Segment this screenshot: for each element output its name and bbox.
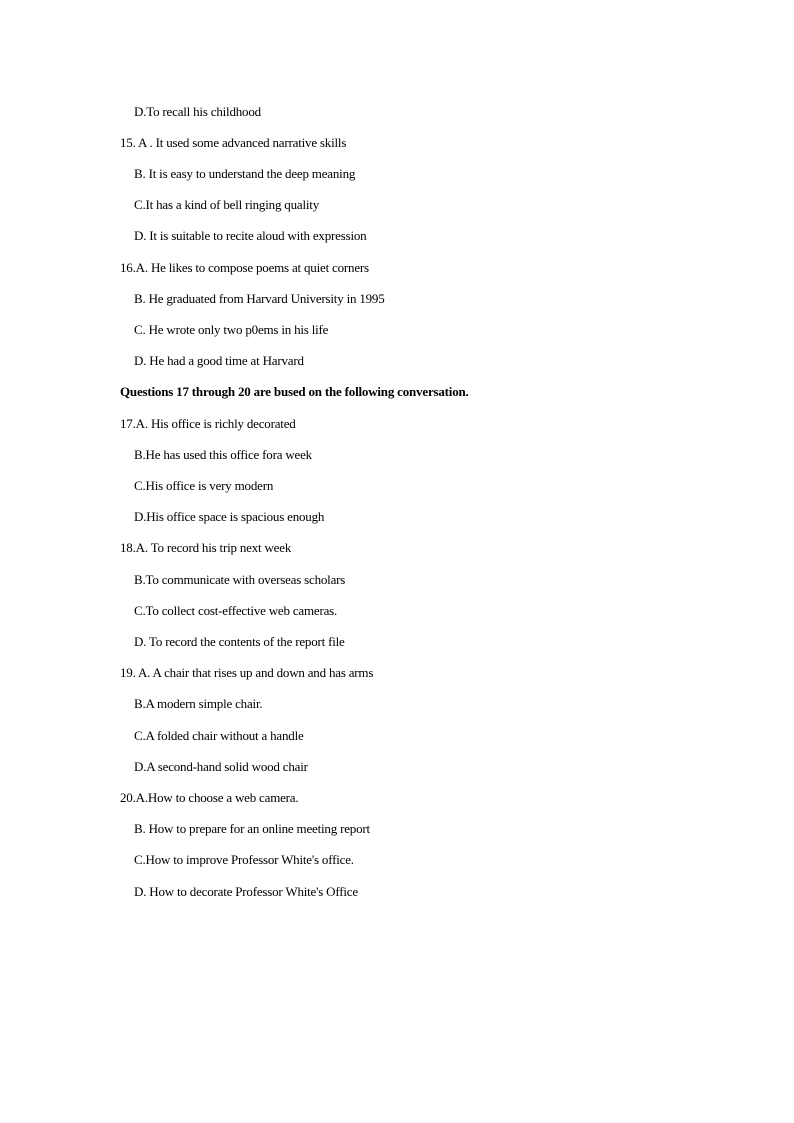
option-19-c: C.A folded chair without a handle xyxy=(134,728,304,743)
question-17-option-a: 17.A. His office is richly decorated xyxy=(120,416,296,431)
option-14-d: D.To recall his childhood xyxy=(134,104,261,119)
option-16-c: C. He wrote only two p0ems in his life xyxy=(134,322,329,337)
question-20-option-a: 20.A.How to choose a web camera. xyxy=(120,790,299,805)
option-20-b: B. How to prepare for an online meeting report xyxy=(134,821,370,836)
option-20-c: C.How to improve Professor White's office. xyxy=(134,852,354,867)
question-18-option-a: 18.A. To record his trip next week xyxy=(120,540,292,555)
option-15-d: D. It is suitable to recite aloud with expression xyxy=(134,228,367,243)
option-17-c: C.His office is very modern xyxy=(134,478,274,493)
option-16-d: D. He had a good time at Harvard xyxy=(134,353,304,368)
question-16-option-a: 16.A. He likes to compose poems at quiet corners xyxy=(120,260,369,275)
option-15-b: B. It is easy to understand the deep meaning xyxy=(134,166,356,181)
option-19-d: D.A second-hand solid wood chair xyxy=(134,759,308,774)
option-19-b: B.A modern simple chair. xyxy=(134,696,263,711)
option-16-b: B. He graduated from Harvard University in 1995 xyxy=(134,291,385,306)
option-20-d: D. How to decorate Professor White's Office xyxy=(134,884,358,899)
question-15-option-a: 15. A . It used some advanced narrative skills xyxy=(120,135,347,150)
option-18-d: D. To record the contents of the report file xyxy=(134,634,345,649)
question-19-option-a: 19. A. A chair that rises up and down and has arms xyxy=(120,665,374,680)
option-15-c: C.It has a kind of bell ringing quality xyxy=(134,197,320,212)
option-17-b: B.He has used this office fora week xyxy=(134,447,312,462)
option-18-b: B.To communicate with overseas scholars xyxy=(134,572,346,587)
option-17-d: D.His office space is spacious enough xyxy=(134,509,325,524)
option-18-c: C.To collect cost-effective web cameras. xyxy=(134,603,338,618)
section-heading: Questions 17 through 20 are bused on the following conversation. xyxy=(120,384,469,399)
